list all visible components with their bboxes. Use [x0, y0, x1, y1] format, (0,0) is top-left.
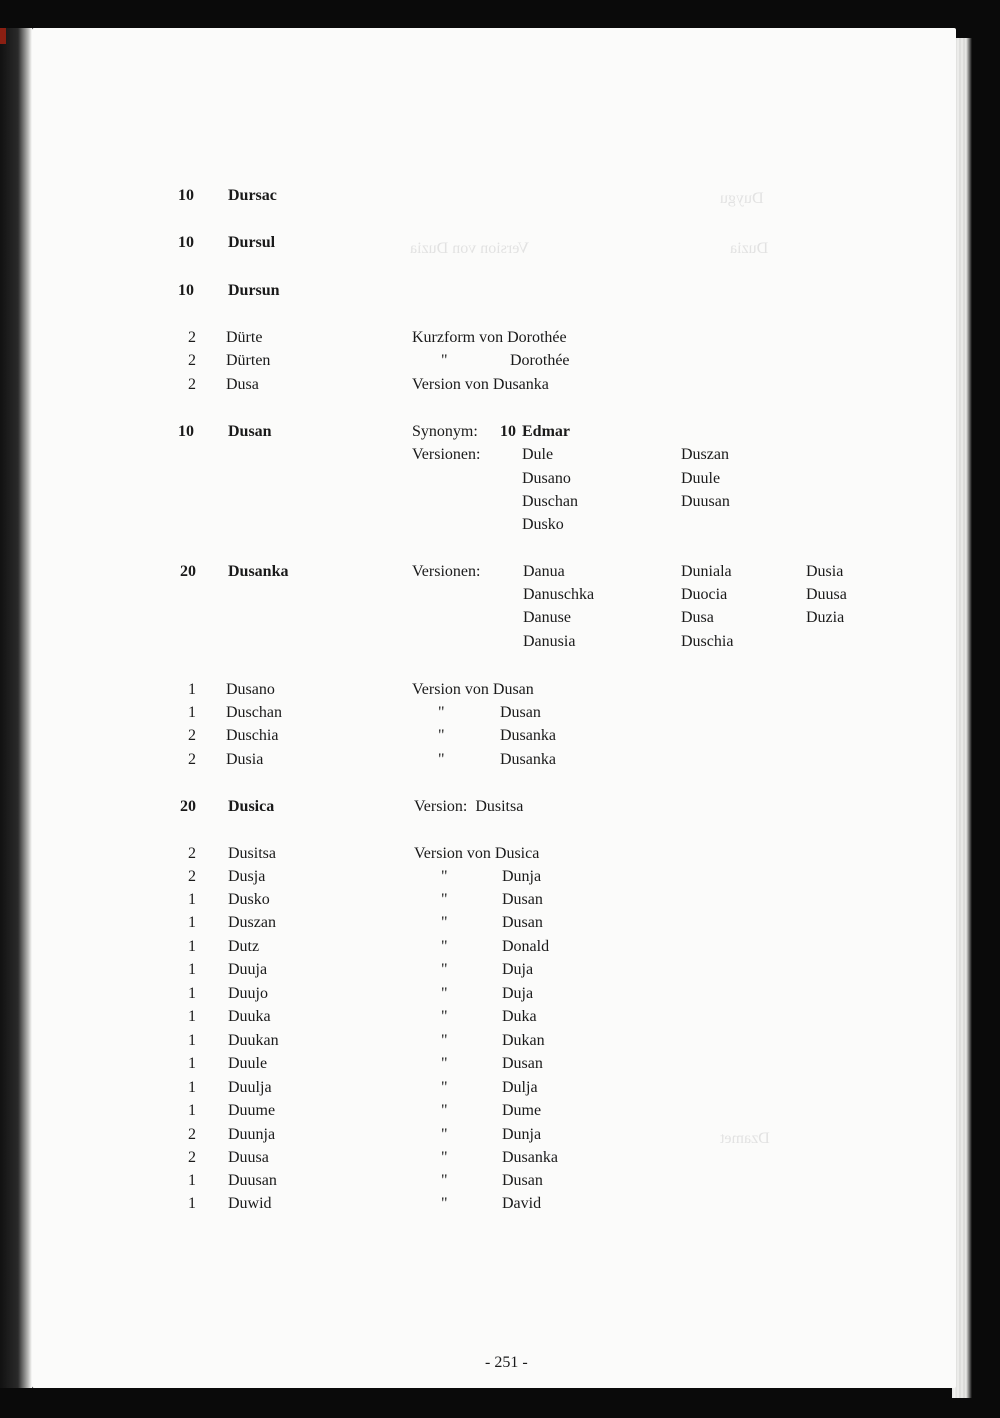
- entry-reference: Dusan: [502, 914, 543, 931]
- version-item: Duule: [681, 470, 721, 487]
- ditto-mark: ": [441, 1008, 448, 1025]
- entry-name: Duulja: [228, 1079, 272, 1096]
- ditto-mark: ": [441, 938, 448, 955]
- entry-rank: 2: [188, 751, 196, 768]
- version-item: Dusko: [522, 516, 564, 533]
- synonym-name: Edmar: [522, 423, 570, 440]
- entry-rank: 10: [178, 282, 194, 299]
- version-item: Dusia: [806, 563, 844, 580]
- entry-name: Dürten: [226, 352, 271, 369]
- entry-rank: 2: [188, 845, 196, 862]
- ditto-mark: ": [441, 1055, 448, 1072]
- show-through-text: Version von Duzia: [410, 240, 530, 257]
- entry-reference: Dunja: [502, 1126, 542, 1143]
- entry-description: Version: Dusitsa: [414, 798, 524, 815]
- entry-name: Duszan: [228, 914, 276, 931]
- entry-description: Version von Dusica: [414, 845, 540, 862]
- entry-name: Dusano: [226, 681, 275, 698]
- ditto-mark: ": [441, 914, 448, 931]
- ditto-mark: ": [438, 727, 445, 744]
- ditto-mark: ": [441, 1149, 448, 1166]
- version-item: Dusano: [522, 470, 571, 487]
- entry-rank: 1: [188, 938, 196, 955]
- entry-name: Dursun: [228, 282, 280, 299]
- entry-name: Duschia: [226, 727, 279, 744]
- entry-rank: 1: [188, 985, 196, 1002]
- ditto-mark: ": [438, 751, 445, 768]
- version-item: Duusa: [806, 586, 847, 603]
- ditto-mark: ": [441, 352, 448, 369]
- entry-name: Dusja: [228, 868, 266, 885]
- show-through-text: Duzia: [730, 240, 769, 257]
- entry-rank: 20: [180, 798, 196, 815]
- entry-reference: Dusanka: [502, 1149, 558, 1166]
- show-through-text: Dzamet: [720, 1130, 770, 1147]
- version-item: Dusa: [681, 609, 714, 626]
- entry-rank: 2: [188, 727, 196, 744]
- entry-reference: Dulja: [502, 1079, 538, 1096]
- entry-rank: 1: [188, 1008, 196, 1025]
- version-item: Duusan: [681, 493, 730, 510]
- entry-name: Duunja: [228, 1126, 276, 1143]
- versions-label: Versionen:: [412, 563, 481, 580]
- entry-description: Kurzform von Dorothée: [412, 329, 567, 346]
- entry-rank: 10: [178, 187, 194, 204]
- entry-name: Dusan: [228, 423, 272, 440]
- entry-name: Dusko: [228, 891, 270, 908]
- entry-reference: Dorothée: [510, 352, 570, 369]
- entry-description: Version von Dusanka: [412, 376, 549, 393]
- entry-name: Duusa: [228, 1149, 269, 1166]
- show-through-text: Duygu: [720, 190, 764, 207]
- entry-reference: Dusan: [500, 704, 541, 721]
- version-item: Duschia: [681, 633, 734, 650]
- version-item: Duschan: [522, 493, 578, 510]
- page-number: - 251 -: [485, 1354, 528, 1371]
- entry-rank: 2: [188, 329, 196, 346]
- version-item: Dule: [522, 446, 554, 463]
- entry-rank: 2: [188, 376, 196, 393]
- entry-name: Dusanka: [228, 563, 289, 580]
- version-item: Danua: [523, 563, 565, 580]
- ditto-mark: ": [441, 1126, 448, 1143]
- entry-name: Duule: [228, 1055, 268, 1072]
- red-bookmark-edge: [0, 28, 6, 44]
- synonym-rank: 10: [500, 423, 516, 440]
- ditto-mark: ": [441, 1032, 448, 1049]
- version-item: Duszan: [681, 446, 729, 463]
- ditto-mark: ": [441, 868, 448, 885]
- entry-name: Duusan: [228, 1172, 277, 1189]
- entry-rank: 2: [188, 1126, 196, 1143]
- entry-rank: 1: [188, 704, 196, 721]
- entry-rank: 20: [180, 563, 196, 580]
- entry-name: Duujo: [228, 985, 268, 1002]
- entry-name: Dusica: [228, 798, 275, 815]
- entry-reference: Dusan: [502, 891, 543, 908]
- ditto-mark: ": [441, 985, 448, 1002]
- entry-rank: 10: [178, 234, 194, 251]
- version-item: Danuse: [523, 609, 571, 626]
- entry-name: Duuka: [228, 1008, 271, 1025]
- entry-name: Dursac: [228, 187, 277, 204]
- entry-reference: Dusan: [502, 1055, 543, 1072]
- entry-rank: 1: [188, 1172, 196, 1189]
- entry-name: Duume: [228, 1102, 276, 1119]
- entry-name: Dursul: [228, 234, 276, 251]
- ditto-mark: ": [441, 1102, 448, 1119]
- entry-name: Duwid: [228, 1195, 272, 1212]
- entry-rank: 1: [188, 1079, 196, 1096]
- entry-name: Dusa: [226, 376, 259, 393]
- entry-name: Duschan: [226, 704, 282, 721]
- entry-reference: Dunja: [502, 868, 542, 885]
- entry-rank: 1: [188, 1102, 196, 1119]
- entry-reference: Dusanka: [500, 727, 556, 744]
- ditto-mark: ": [438, 704, 445, 721]
- entry-rank: 1: [188, 1195, 196, 1212]
- entry-reference: Dume: [502, 1102, 542, 1119]
- entry-rank: 10: [178, 423, 194, 440]
- entry-reference: Duja: [502, 961, 534, 978]
- entry-name: Dutz: [228, 938, 260, 955]
- entry-name: Duukan: [228, 1032, 279, 1049]
- entry-name: Dusia: [226, 751, 264, 768]
- ditto-mark: ": [441, 1195, 448, 1212]
- entry-reference: David: [502, 1195, 542, 1212]
- entry-reference: Donald: [502, 938, 550, 955]
- version-item: Duzia: [806, 609, 845, 626]
- entry-rank: 1: [188, 961, 196, 978]
- synonym-label: Synonym:: [412, 423, 478, 440]
- book-binding: [0, 28, 32, 1388]
- version-item: Duniala: [681, 563, 732, 580]
- entry-name: Dusitsa: [228, 845, 276, 862]
- ditto-mark: ": [441, 891, 448, 908]
- entry-rank: 1: [188, 891, 196, 908]
- entry-rank: 1: [188, 1032, 196, 1049]
- entry-reference: Dusan: [502, 1172, 543, 1189]
- entry-rank: 1: [188, 681, 196, 698]
- ditto-mark: ": [441, 1172, 448, 1189]
- entry-rank: 1: [188, 914, 196, 931]
- entry-reference: Dukan: [502, 1032, 545, 1049]
- entry-name: Duuja: [228, 961, 268, 978]
- entry-name: Dürte: [226, 329, 263, 346]
- entry-reference: Duja: [502, 985, 534, 1002]
- entry-reference: Dusanka: [500, 751, 556, 768]
- ditto-mark: ": [441, 961, 448, 978]
- entry-reference: Duka: [502, 1008, 537, 1025]
- ditto-mark: ": [441, 1079, 448, 1096]
- version-item: Duocia: [681, 586, 728, 603]
- entry-description: Version von Dusan: [412, 681, 534, 698]
- entry-rank: 1: [188, 1055, 196, 1072]
- entry-rank: 2: [188, 1149, 196, 1166]
- entry-rank: 2: [188, 868, 196, 885]
- entry-rank: 2: [188, 352, 196, 369]
- version-item: Danuschka: [523, 586, 595, 603]
- versions-label: Versionen:: [412, 446, 481, 463]
- version-item: Danusia: [523, 633, 576, 650]
